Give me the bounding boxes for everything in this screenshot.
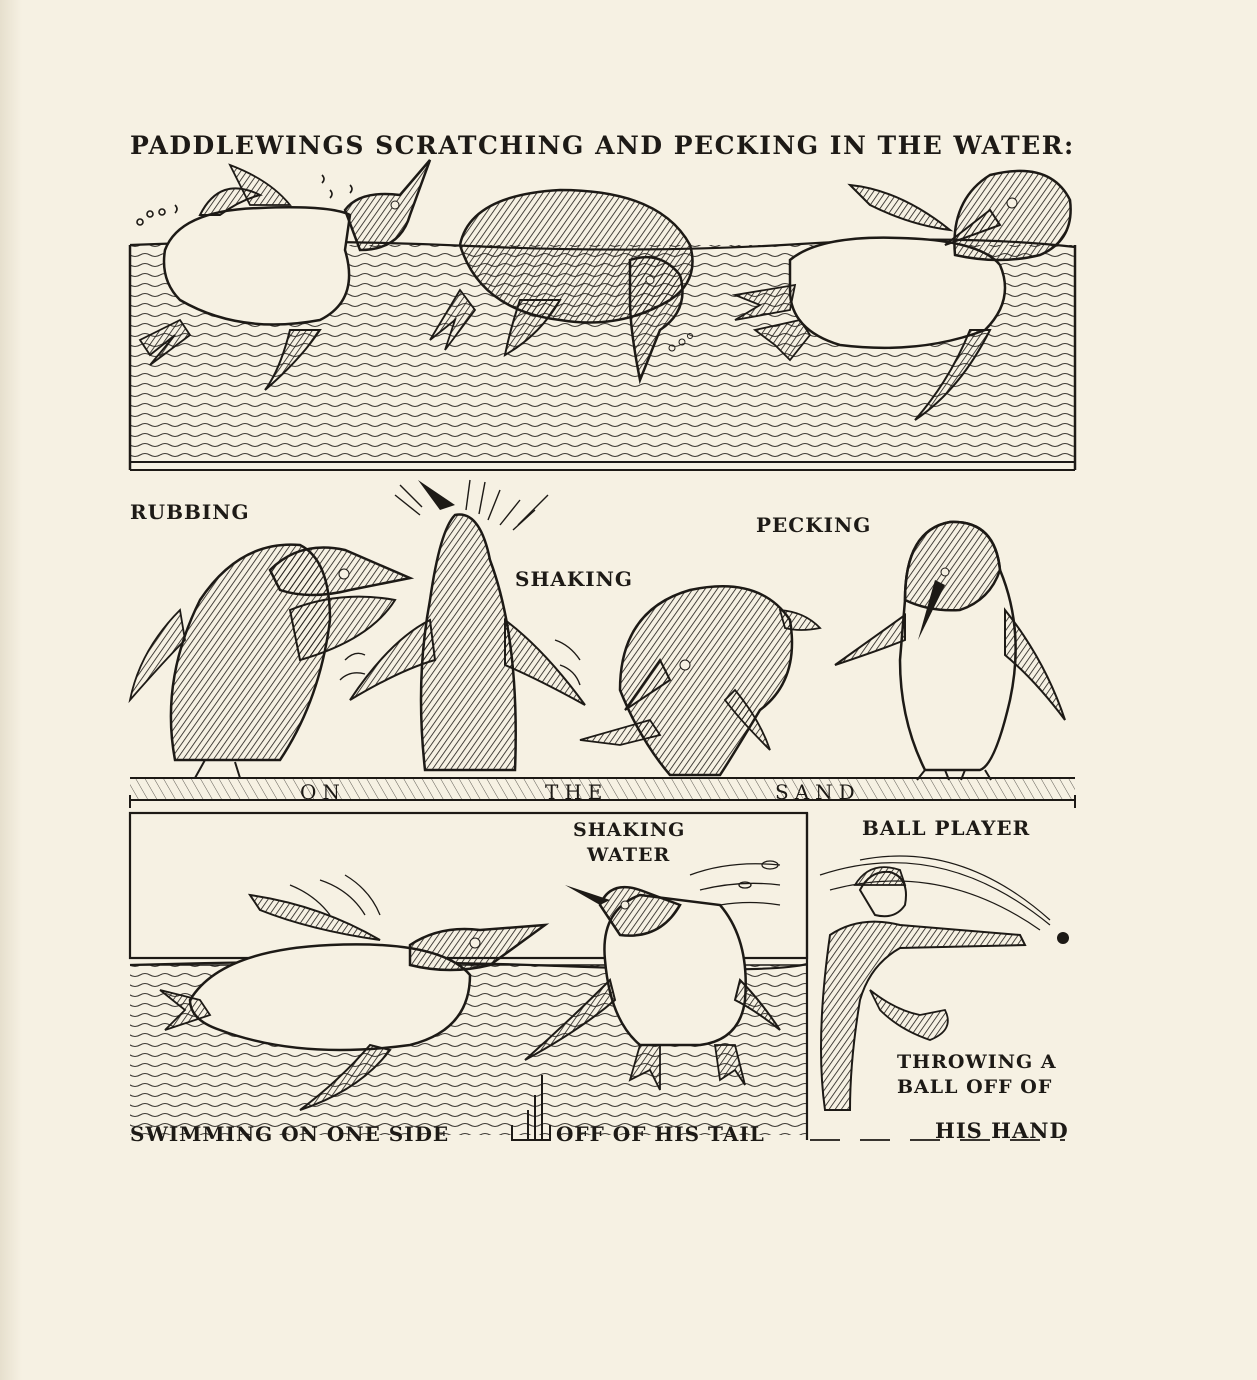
penguin-rubbing — [130, 545, 410, 778]
sand-label-sand: SAND — [775, 780, 861, 804]
sand-label-on: ON — [300, 780, 346, 804]
shaking-water-label-2: WATER — [587, 844, 671, 866]
sand-label-the: THE — [545, 780, 609, 804]
bottom-caption-left: SWIMMING ON ONE SIDE — [130, 1122, 450, 1146]
throwing-label-1: THROWING A — [897, 1051, 1057, 1073]
rubbing-label: RUBBING — [130, 500, 250, 524]
ball-player-label: BALL PLAYER — [862, 816, 1031, 840]
shaking-water-label-1: SHAKING — [573, 819, 686, 841]
throwing-label-3: HIS HAND — [935, 1118, 1069, 1143]
penguin-standing — [835, 522, 1065, 780]
bottom-caption-right: OFF OF HIS TAIL — [556, 1122, 765, 1146]
top-caption: PADDLEWINGS SCRATCHING AND PECKING IN THE WATER: — [130, 131, 1075, 160]
throwing-label-2: BALL OFF OF — [897, 1076, 1053, 1098]
penguin-shaking — [340, 480, 585, 770]
pecking-label: PECKING — [756, 513, 872, 537]
penguin-pecking-bent — [580, 586, 820, 775]
shaking-label: SHAKING — [515, 567, 633, 591]
